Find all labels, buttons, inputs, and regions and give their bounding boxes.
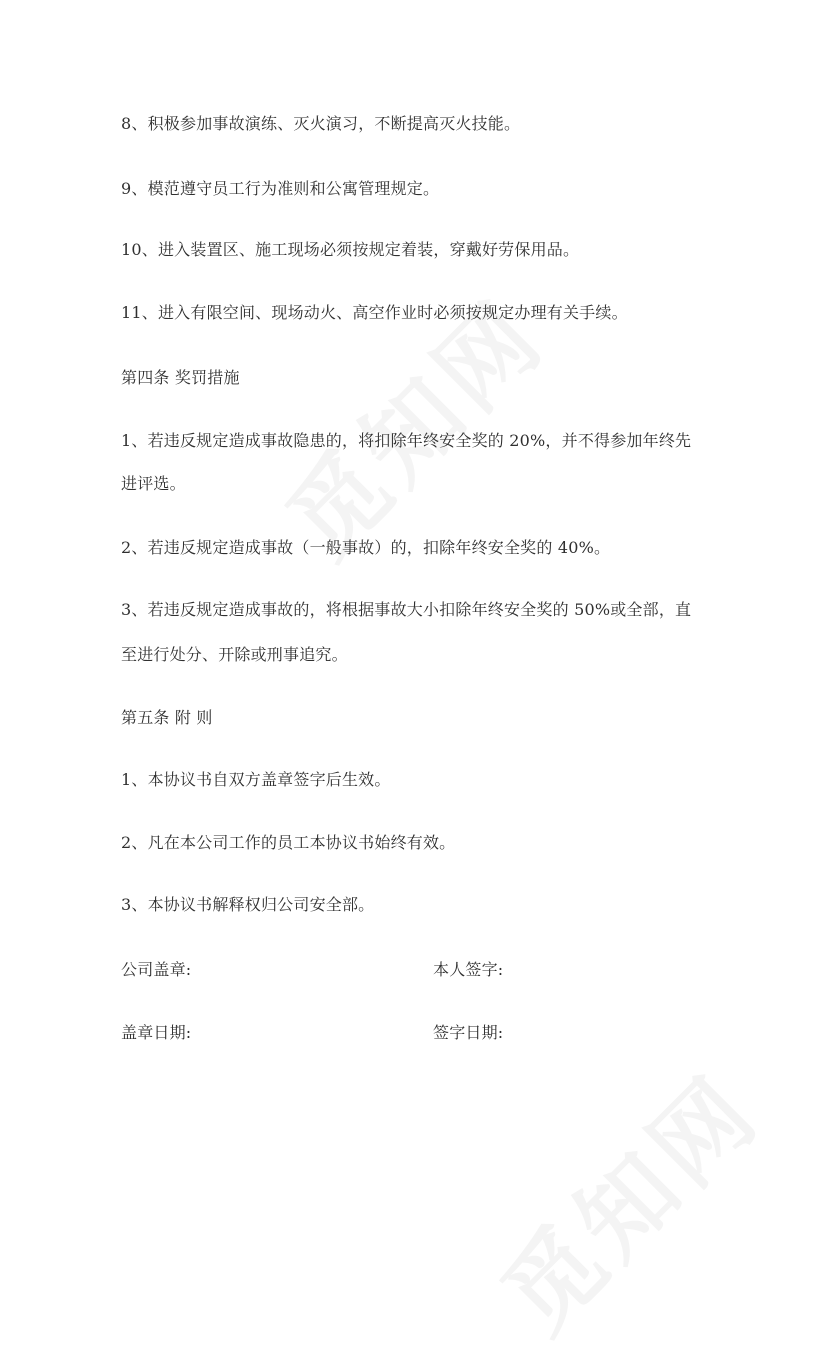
list-item <box>121 302 628 324</box>
sign-date-label: 签字日期: <box>433 1023 504 1042</box>
list-item-continuation: 至进行处分、开除或刑事追究。 <box>121 645 348 664</box>
seal-date-label: 盖章日期: <box>121 1023 192 1042</box>
section-heading-article5: 第五条 附 则 <box>121 708 213 727</box>
list-item <box>121 113 520 135</box>
item-number: 10、 <box>121 240 158 259</box>
list-item: 2、凡在本公司工作的员工本协议书始终有效。 <box>121 833 456 852</box>
item-text: 模范遵守员工行为准则和公寓管理规定。 <box>147 179 440 198</box>
item-number: 11、 <box>121 303 158 322</box>
watermark <box>467 1040 784 1357</box>
item-number: 8、 <box>121 114 148 133</box>
list-item: 1、本协议书自双方盖章签字后生效。 <box>121 770 391 789</box>
employee-signature-label: 本人签字: <box>433 960 504 979</box>
item-text: 进入装置区、施工现场必须按规定着装，穿戴好劳保用品。 <box>157 240 580 259</box>
list-item-continuation: 进评选。 <box>121 474 186 493</box>
section-heading-article4: 第四条 奖罚措施 <box>121 368 240 387</box>
item-text: 积极参加事故演练、灭火演习，不断提高灭火技能。 <box>147 114 521 133</box>
list-item: 3、若违反规定造成事故的，将根据事故大小扣除年终安全奖的 50%或全部，直 <box>121 600 692 619</box>
list-item: 2、若违反规定造成事故（一般事故）的，扣除年终安全奖的 40%。 <box>121 538 611 557</box>
item-number: 9、 <box>121 179 148 198</box>
item-text: 进入有限空间、现场动火、高空作业时必须按规定办理有关手续。 <box>157 303 628 322</box>
list-item <box>121 178 439 200</box>
list-item <box>121 239 579 261</box>
list-item: 1、若违反规定造成事故隐患的，将扣除年终安全奖的 20%，并不得参加年终先 <box>121 431 692 450</box>
list-item: 3、本协议书解释权归公司安全部。 <box>121 895 375 914</box>
company-seal-label: 公司盖章: <box>121 960 192 979</box>
